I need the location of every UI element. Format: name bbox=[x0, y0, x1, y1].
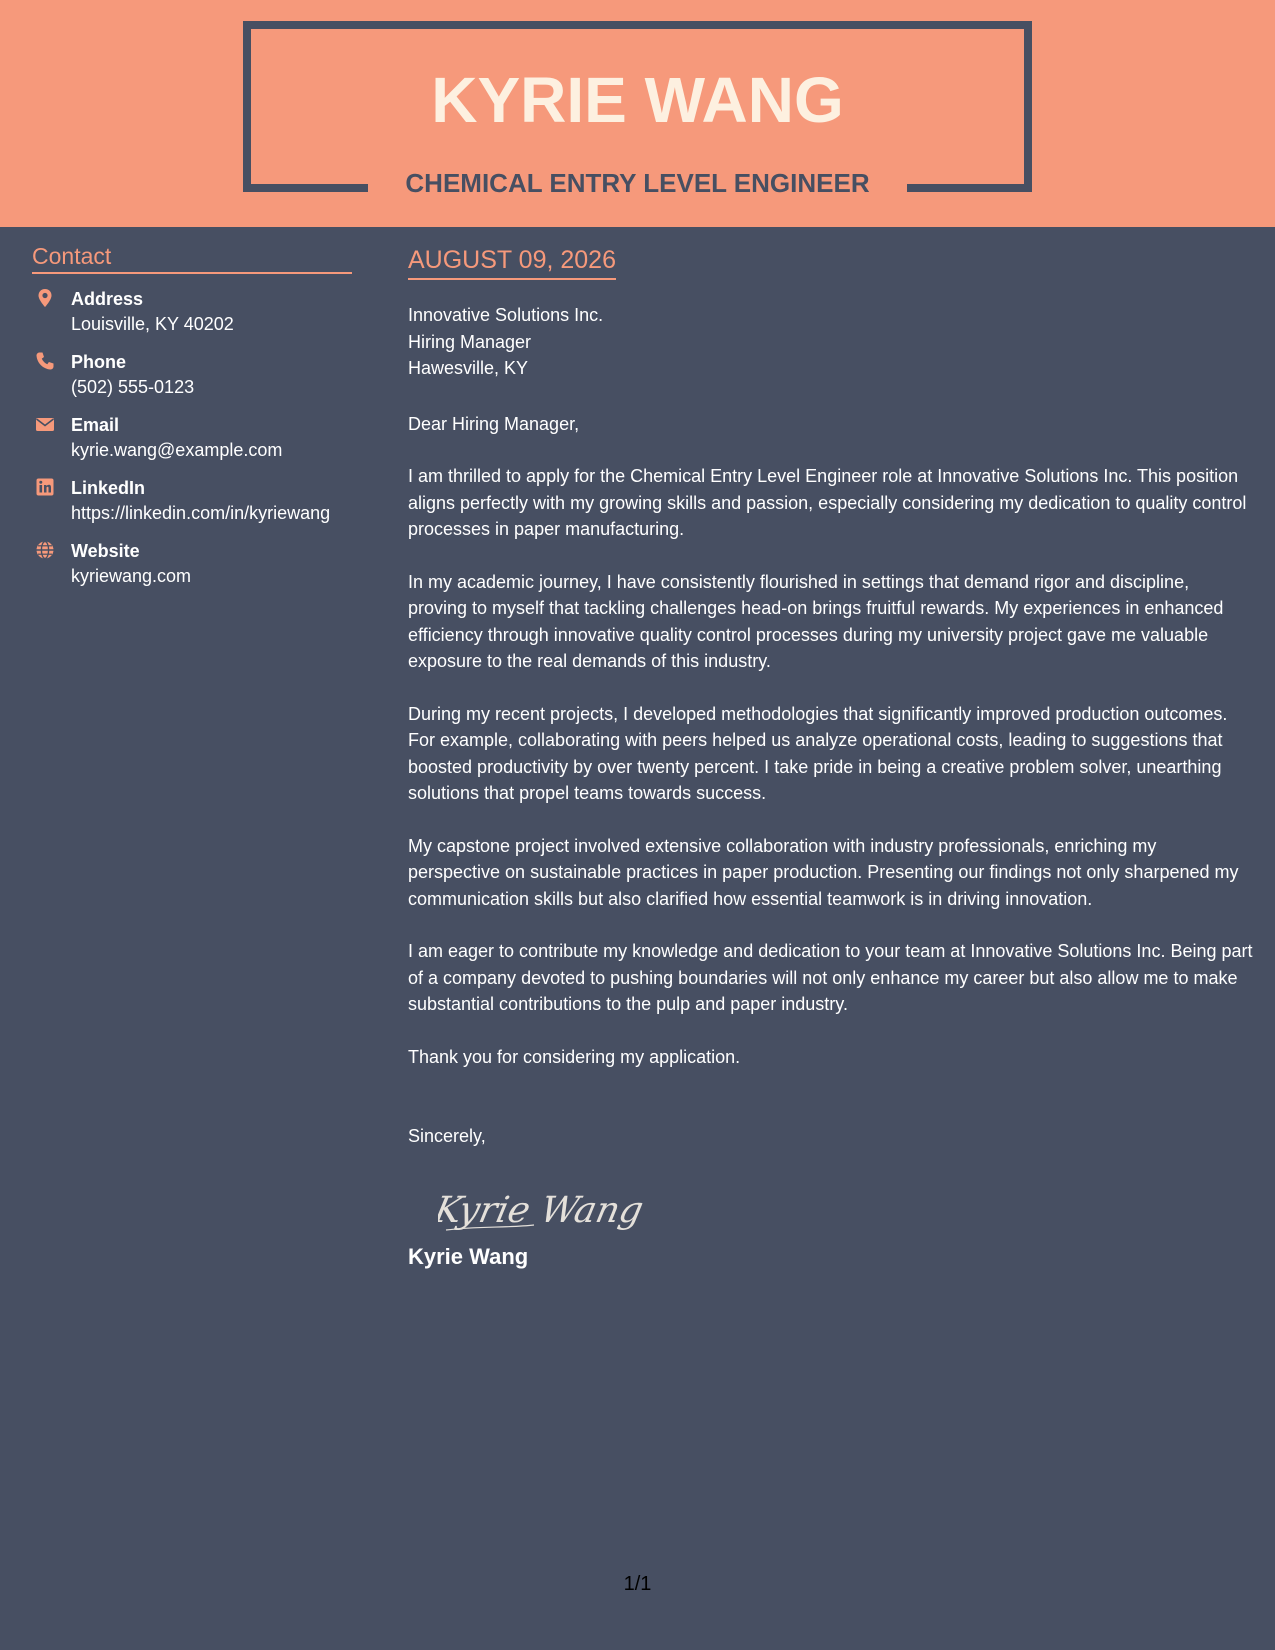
page-number: 1/1 bbox=[623, 1573, 652, 1595]
email-label: Email bbox=[71, 415, 120, 435]
phone-label: Phone bbox=[71, 352, 127, 372]
paragraph: I am thrilled to apply for the Chemical Entry Level Engineer role at Innovative Solutions Inc. This position aligns perfectly with my growing skills and passion, especially considering my dedication to quality control processes in paper manufacturing. bbox=[408, 466, 1247, 539]
email-value[interactable]: kyrie.wang@example.com bbox=[71, 440, 283, 460]
letter-date: AUGUST 09, 2026 bbox=[408, 243, 616, 280]
signature-image bbox=[438, 1176, 658, 1238]
paragraph: My capstone project involved extensive collaboration with industry professionals, enriching my perspective on sustainable practices in paper production. Presenting our findings not only sharpened my communication skills but also clarified how essential teamwork is in driving innovation. bbox=[408, 835, 1239, 909]
address-value: Louisville, KY 40202 bbox=[71, 314, 234, 334]
paragraph: In my academic journey, I have consistently flourished in settings that demand rigor and discipline, proving to myself that tackling challenges head-on brings fruitful rewards. My experiences in enhanced efficiency through innovative quality control processes during my university project gave me valuable exposure to the real demands of this industry. bbox=[408, 571, 1224, 671]
contact-phone bbox=[32, 349, 352, 399]
svg-text:Kyrie Wang: Kyrie Wang bbox=[438, 1187, 648, 1231]
paragraph: Thank you for considering my application. bbox=[408, 1046, 741, 1067]
title-frame-bottom-left bbox=[243, 184, 368, 192]
job-title: CHEMICAL ENTRY LEVEL ENGINEER bbox=[405, 168, 870, 198]
paragraph: I am eager to contribute my knowledge and dedication to your team at Innovative Solutions Inc. Being part of a company devoted to pushing boundaries will not only enhance my career but also allow me to make substantial contributions to the pulp and paper industry. bbox=[408, 941, 1253, 1014]
paragraph: During my recent projects, I developed methodologies that significantly improved production outcomes. For example, collaborating with peers helped us analyze operational costs, leading to suggestions that boosted productivity by over twenty percent. I take pride in being a creative problem solver, unearthing solutions that propel teams towards success. bbox=[408, 703, 1228, 803]
website-value[interactable]: kyriewang.com bbox=[71, 566, 192, 586]
title-frame-bottom-right bbox=[907, 184, 1032, 192]
contact-address bbox=[32, 286, 352, 336]
applicant-name: KYRIE WANG bbox=[431, 64, 844, 136]
contact-email bbox=[32, 412, 352, 462]
website-label: Website bbox=[71, 541, 140, 561]
recipient-title: Hiring Manager bbox=[408, 331, 532, 352]
contact-sidebar bbox=[32, 240, 352, 601]
handwritten-signature bbox=[438, 1176, 1253, 1238]
signature-name: Kyrie Wang bbox=[408, 1243, 529, 1269]
linkedin-value[interactable]: https://linkedin.com/in/kyriewang bbox=[71, 503, 331, 523]
address-label: Address bbox=[71, 289, 144, 309]
letter-body bbox=[408, 243, 1253, 1272]
envelope-icon bbox=[35, 414, 55, 434]
contact-website bbox=[32, 538, 352, 588]
recipient-location: Hawesville, KY bbox=[408, 358, 529, 378]
title-frame-left bbox=[243, 21, 251, 192]
recipient-company: Innovative Solutions Inc. bbox=[408, 305, 604, 325]
title-frame-top bbox=[243, 21, 1032, 29]
phone-icon bbox=[35, 351, 55, 371]
recipient-block bbox=[408, 302, 1253, 382]
phone-value: (502) 555-0123 bbox=[71, 377, 195, 397]
contact-linkedin bbox=[32, 475, 352, 525]
title-frame-right bbox=[1024, 21, 1032, 192]
globe-icon bbox=[35, 540, 55, 560]
header-banner bbox=[0, 0, 1275, 227]
closing: Sincerely, bbox=[408, 1126, 486, 1146]
map-pin-icon bbox=[35, 288, 55, 308]
linkedin-icon bbox=[35, 477, 55, 497]
salutation: Dear Hiring Manager, bbox=[408, 413, 580, 434]
linkedin-label: LinkedIn bbox=[71, 478, 146, 498]
contact-heading: Contact bbox=[32, 240, 352, 274]
